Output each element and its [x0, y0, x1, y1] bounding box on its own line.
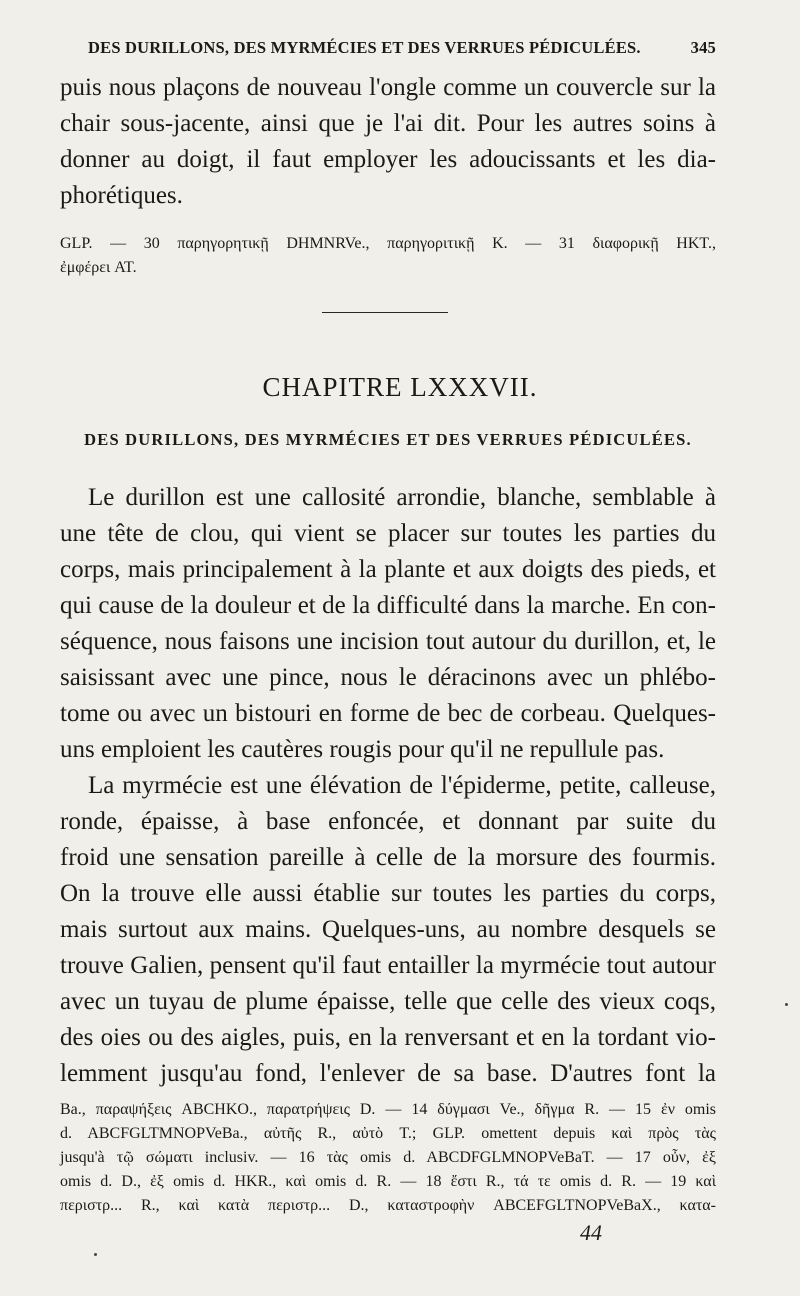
text-line: chair sous-jacente, ainsi que je l'ai dit. Pour les autres soins à	[60, 110, 716, 137]
section-divider	[322, 312, 448, 313]
footnote-line: GLP. — 30 παρηγορητικῇ DHMNRVe., παρηγοριτικῇ K. — 31 διαφορικῇ HKT.,	[60, 235, 716, 252]
text-line: froid une sensation pareille à celle de la morsure des fourmis.	[60, 844, 716, 871]
footnote-line: d. ABCFGLTMNOPVeBa., αὐτῆς R., αὐτὸ T.; GLP. omettent depuis καὶ πρὸς τὰς	[60, 1125, 716, 1142]
top-footnotes	[60, 232, 716, 280]
text-line: tome ou avec un bistouri en forme de bec de corbeau. Quelques-	[60, 700, 716, 727]
text-line: mais surtout aux mains. Quelques-uns, au nombre desquels se	[60, 916, 716, 943]
bottom-footnotes	[60, 1098, 716, 1218]
text-line: des oies ou des aigles, puis, en la renversant et en la tordant vio-	[60, 1024, 716, 1051]
text-line: donner au doigt, il faut employer les adoucissants et les dia-	[60, 146, 716, 173]
text-line: une tête de clou, qui vient se placer sur toutes les parties du	[60, 520, 716, 547]
text-line: saisissant avec une pince, nous le déracinons avec un phlébo-	[60, 664, 716, 691]
running-title: DES DURILLONS, DES MYRMÉCIES ET DES VERRUES PÉDICULÉES.	[88, 38, 641, 57]
footnote-line: περιστρ... R., καὶ κατὰ περιστρ... D., καταστροφὴν ABCEFGLTNOPVeBaX., κατα-	[60, 1197, 716, 1214]
text-line: puis nous plaçons de nouveau l'ongle comme un couvercle sur la	[60, 74, 716, 101]
text-line: qui cause de la douleur et de la difficulté dans la marche. En con-	[60, 592, 716, 619]
chapter-subtitle: DES DURILLONS, DES MYRMÉCIES ET DES VERRUES PÉDICULÉES.	[84, 430, 692, 449]
ink-speck	[94, 1253, 97, 1256]
text-line: On la trouve elle aussi établie sur toutes les parties du corps,	[60, 880, 716, 907]
footnote-line: ἐμφέρει AT.	[60, 259, 137, 276]
text-line: corps, mais principalement à la plante et aux doigts des pieds, et	[60, 556, 716, 583]
text-line: séquence, nous faisons une incision tout autour du durillon, et, le	[60, 628, 716, 655]
text-line: Le durillon est une callosité arrondie, blanche, semblable à	[88, 484, 716, 511]
text-line: phorétiques.	[60, 182, 183, 209]
page-number: 345	[690, 38, 716, 57]
top-paragraph	[60, 70, 716, 214]
footnote-line: jusqu'à τῷ σώματι inclusiv. — 16 τὰς omis d. ABCDFGLMNOPVeBaT. — 17 οὖν, ἐξ	[60, 1149, 716, 1166]
text-line: trouve Galien, pensent qu'il faut entailler la myrmécie tout autour	[60, 952, 716, 979]
text-line: uns emploient les cautères rougis pour qu'il ne repullule pas.	[60, 736, 665, 763]
main-text	[60, 480, 716, 1092]
footnote-line: Ba., παραψήξεις ABCHKO., παρατρήψεις D. — 14 δύγμασι Ve., δῆγμα R. — 15 ἐν omis	[60, 1101, 716, 1118]
text-line: La myrmécie est une élévation de l'épiderme, petite, calleuse,	[88, 772, 716, 799]
text-line: ronde, épaisse, à base enfoncée, et donnant par suite du	[60, 808, 716, 835]
text-line: lemment jusqu'au fond, l'enlever de sa base. D'autres font la	[60, 1060, 716, 1087]
running-head	[88, 38, 716, 58]
signature-mark: 44	[580, 1220, 602, 1245]
chapter-title: CHAPITRE LXXXVII.	[262, 372, 538, 402]
footnote-line: omis d. D., ἐξ omis d. HKR., καὶ omis d. R. — 18 ἔστι R., τά τε omis d. R. — 19 καὶ	[60, 1173, 716, 1190]
text-line: avec un tuyau de plume épaisse, telle que celle des vieux coqs,	[60, 988, 716, 1015]
ink-speck	[785, 1003, 788, 1006]
